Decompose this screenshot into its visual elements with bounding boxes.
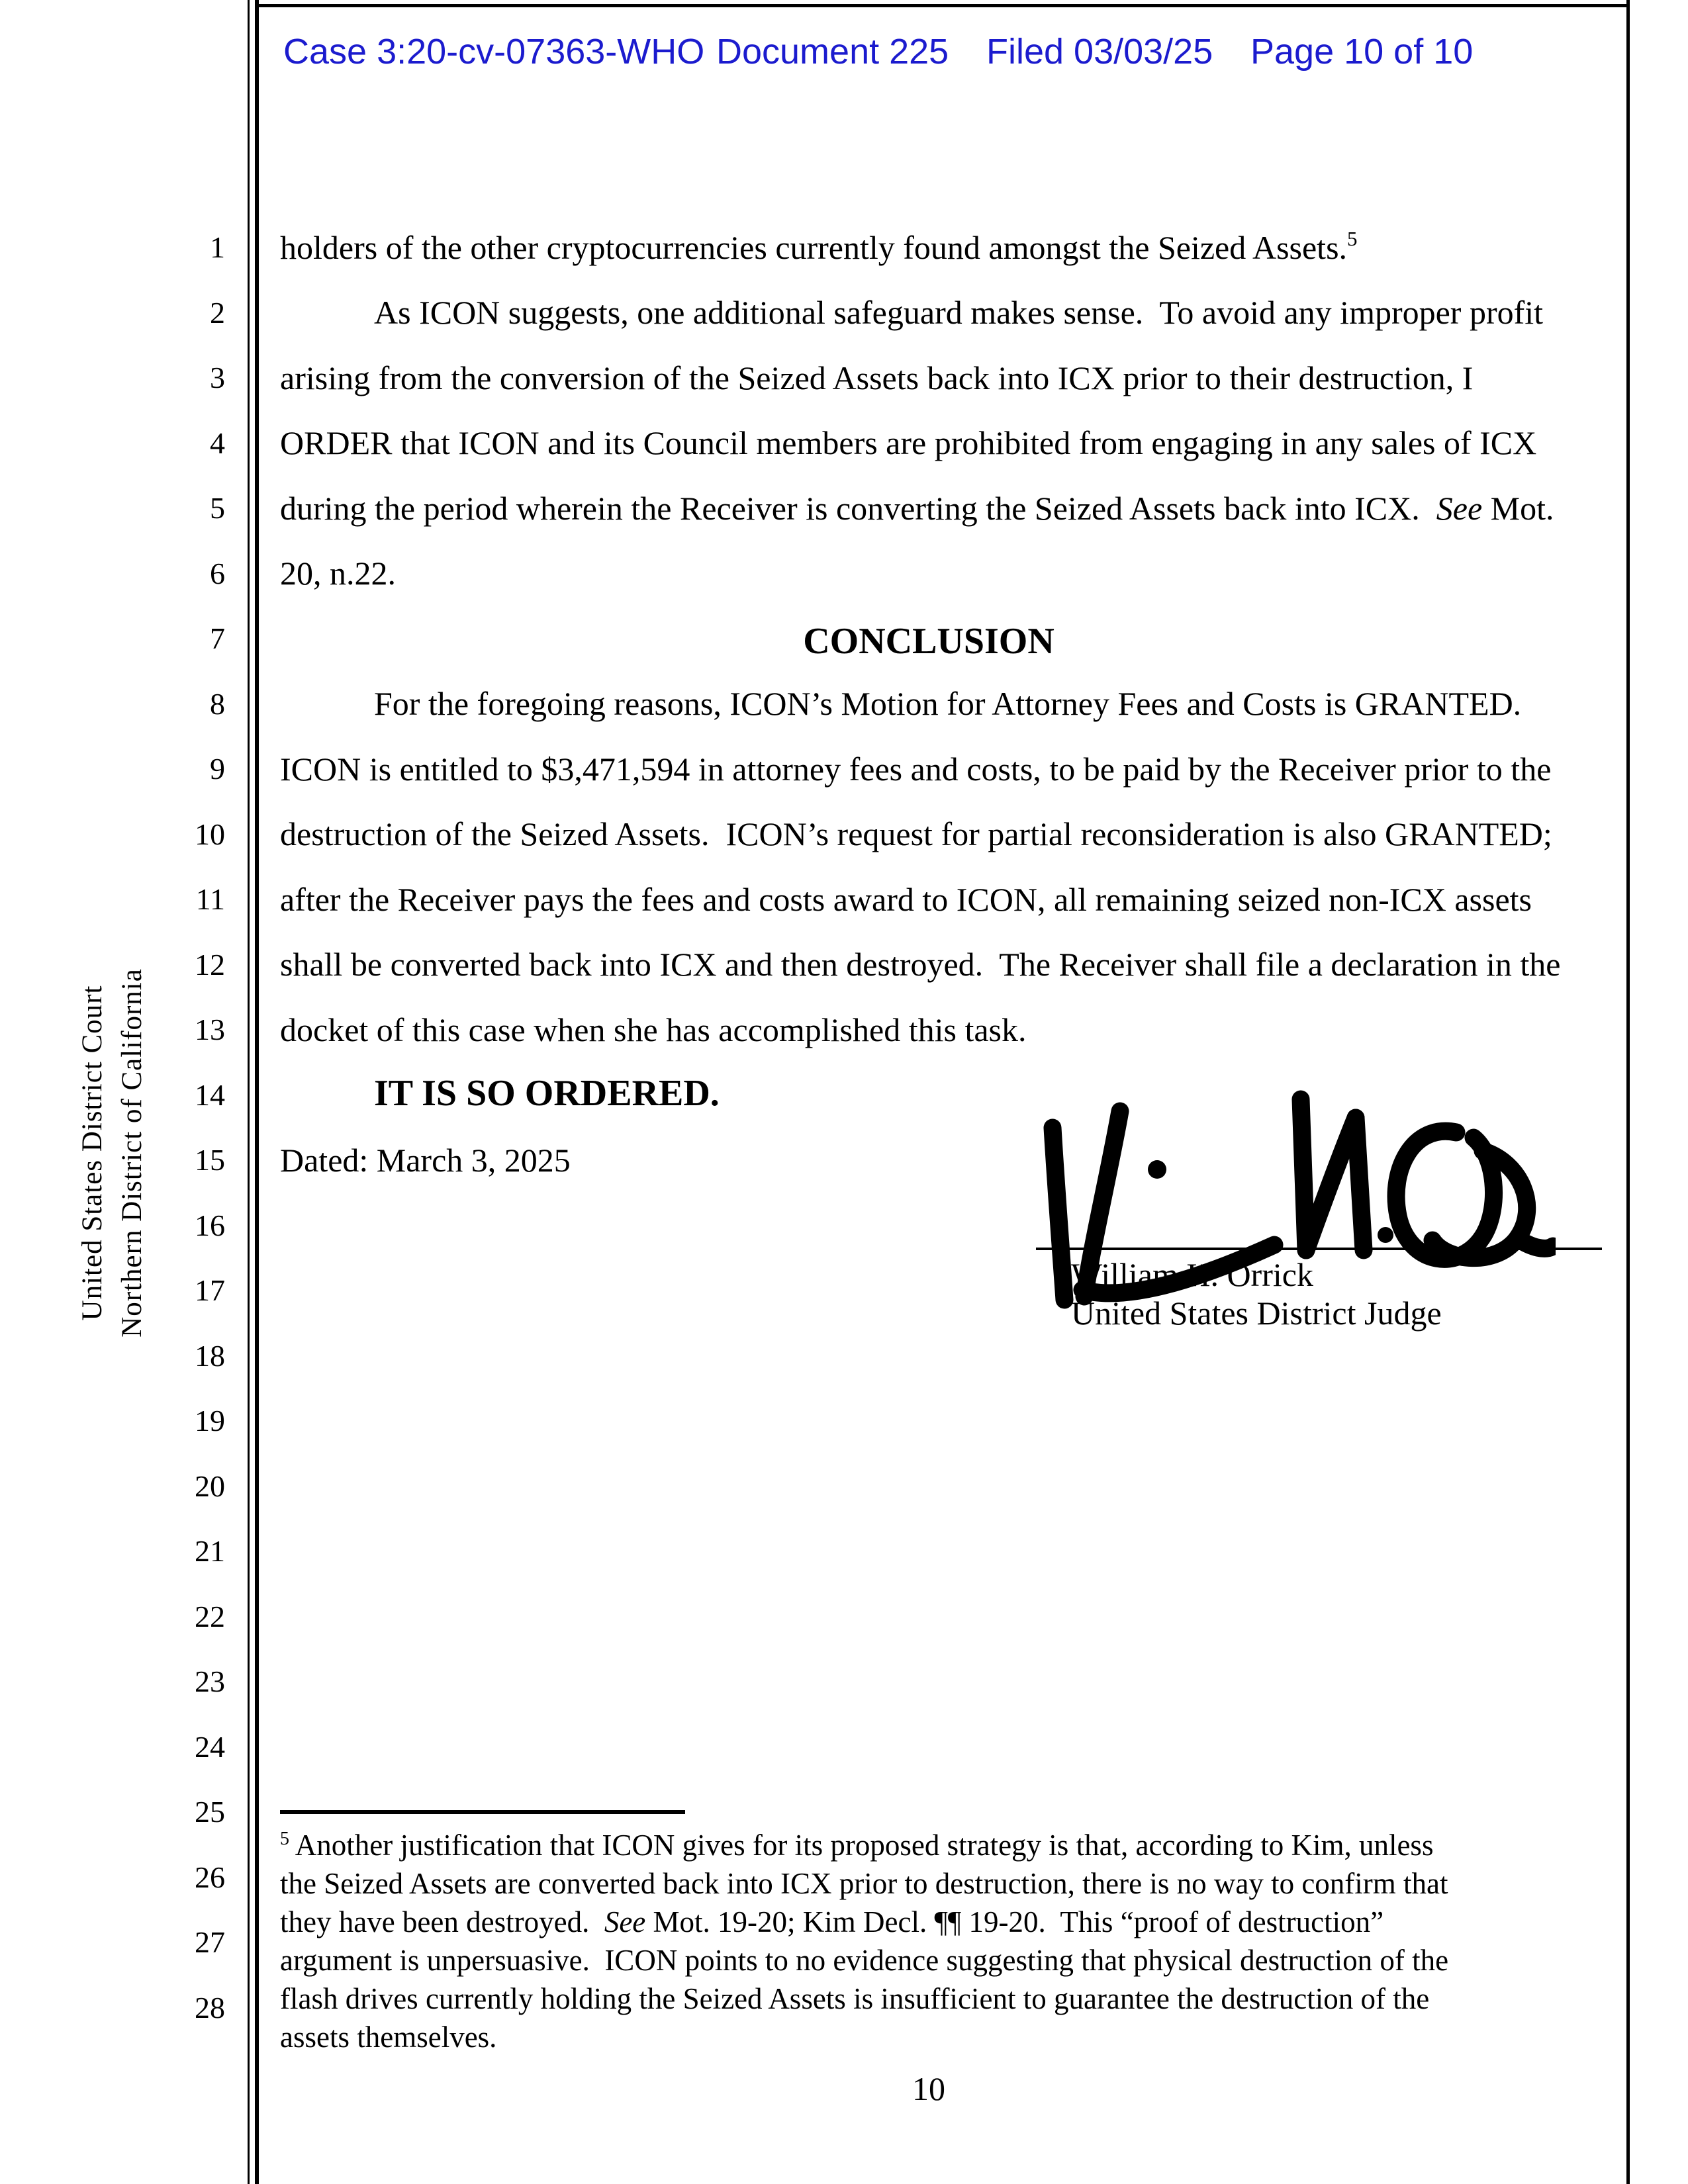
left-double-rule-outer <box>248 0 250 2184</box>
footnote-line-1 <box>280 1828 1597 1867</box>
body-line-5 <box>280 490 1577 527</box>
footnote-reference-5: 5 <box>1347 227 1358 250</box>
body-line-2: As ICON suggests, one additional safeguard makes sense. To avoid any improper profit <box>374 294 1544 331</box>
body-line-11: after the Receiver pays the fees and costs award to ICON, all remaining seized non-ICX assets <box>280 881 1532 918</box>
line-number: 12 <box>195 947 225 981</box>
body-line-4: ORDER that ICON and its Council members are prohibited from engaging in any sales of ICX <box>280 424 1537 461</box>
footnote-line-5: flash drives currently holding the Seized Assets is insufficient to guarantee the destruction of the <box>280 1982 1430 2015</box>
line-number: 4 <box>210 426 225 460</box>
header-page-indicator: Page 10 of 10 <box>1250 32 1474 71</box>
body-line-9: ICON is entitled to $3,471,594 in attorney fees and costs, to be paid by the Receiver prior to the <box>280 751 1552 788</box>
body-line-6: 20, n.22. <box>280 555 396 592</box>
footnote-line-3-citation: Mot. 19-20; Kim Decl. ¶¶ 19-20. This “proof of destruction” <box>645 1905 1384 1938</box>
line-number: 10 <box>195 817 225 851</box>
line-number: 11 <box>195 882 225 916</box>
citation-signal-see: See <box>1436 490 1483 527</box>
header-case-number: Case 3:20-cv-07363-WHO <box>283 32 705 71</box>
line-number: 6 <box>210 556 225 590</box>
dated-line: Dated: March 3, 2025 <box>280 1142 571 1179</box>
footnote-line-4: argument is unpersuasive. ICON points to no evidence suggesting that physical destruction of the <box>280 1944 1449 1977</box>
line-number: 17 <box>195 1273 225 1307</box>
footnote-number: 5 <box>280 1829 289 1849</box>
line-number: 18 <box>195 1338 225 1373</box>
left-double-rule-inner <box>255 0 259 2184</box>
signature-line <box>1036 1248 1602 1250</box>
line-number: 20 <box>195 1469 225 1503</box>
footnote-separator <box>280 1810 685 1814</box>
court-name-line: United States District Court <box>77 985 108 1321</box>
line-number: 2 <box>210 295 225 330</box>
header-filed-date: Filed 03/03/25 <box>986 32 1213 71</box>
footnote-line-3 <box>280 1905 1597 1939</box>
line-number: 16 <box>195 1208 225 1242</box>
line-number: 5 <box>210 491 225 525</box>
body-line-10: destruction of the Seized Assets. ICON’s request for partial reconsideration is also GRANTED; <box>280 815 1552 852</box>
district-name-line: Northern District of California <box>117 968 148 1338</box>
footnote-line-6: assets themselves. <box>280 2021 497 2054</box>
line-number: 19 <box>195 1404 225 1437</box>
line-number: 21 <box>195 1534 225 1568</box>
line-number: 25 <box>195 1795 225 1829</box>
line-number: 14 <box>195 1077 225 1112</box>
it-is-so-ordered-line: IT IS SO ORDERED. <box>374 1073 720 1114</box>
line-number: 26 <box>195 1860 225 1894</box>
signature-dot-period <box>1378 1227 1393 1243</box>
body-line-12: shall be converted back into ICX and then destroyed. The Receiver shall file a declaration in the <box>280 946 1561 983</box>
body-line-1-text: holders of the other cryptocurrencies currently found amongst the Seized Assets. <box>280 229 1348 266</box>
body-line-3: arising from the conversion of the Seized Assets back into ICX prior to their destruction, I <box>280 359 1474 396</box>
body-line-8: For the foregoing reasons, ICON’s Motion for Attorney Fees and Costs is GRANTED. <box>374 685 1522 722</box>
line-number: 9 <box>210 752 225 786</box>
line-number: 22 <box>195 1599 225 1633</box>
body-line-1 <box>280 229 1577 271</box>
footnote-line-2: the Seized Assets are converted back into ICX prior to destruction, there is no way to confirm that <box>280 1867 1448 1900</box>
body-line-5-text: during the period wherein the Receiver is converting the Seized Assets back into ICX. <box>280 490 1436 527</box>
line-number: 15 <box>195 1143 225 1177</box>
judge-name: William H. Orrick <box>1071 1256 1313 1293</box>
top-horizontal-rule <box>257 4 1628 7</box>
page-number: 10 <box>912 2070 945 2107</box>
line-number: 1 <box>210 230 225 264</box>
line-number: 28 <box>195 1990 225 2025</box>
footnote-line-3-text: they have been destroyed. <box>280 1905 604 1938</box>
judge-title: United States District Judge <box>1071 1295 1442 1332</box>
line-number: 7 <box>210 621 225 655</box>
line-number: 13 <box>195 1013 225 1046</box>
line-number: 27 <box>195 1925 225 1959</box>
citation-signal-see: See <box>604 1905 646 1938</box>
line-number: 24 <box>195 1729 225 1764</box>
court-name-vertical <box>73 921 155 1385</box>
signature-dot-i <box>1148 1160 1166 1179</box>
footnote-line-1-text: Another justification that ICON gives for its proposed strategy is that, according to Kim, unless <box>289 1829 1434 1862</box>
line-number: 8 <box>210 686 225 721</box>
body-line-13: docket of this case when she has accomplished this task. <box>280 1011 1027 1048</box>
header-document-number: Document 225 <box>716 32 949 71</box>
conclusion-heading: CONCLUSION <box>803 621 1055 662</box>
line-number: 3 <box>210 361 225 394</box>
body-line-5-citation: Mot. <box>1482 490 1554 527</box>
line-number: 23 <box>195 1664 225 1698</box>
